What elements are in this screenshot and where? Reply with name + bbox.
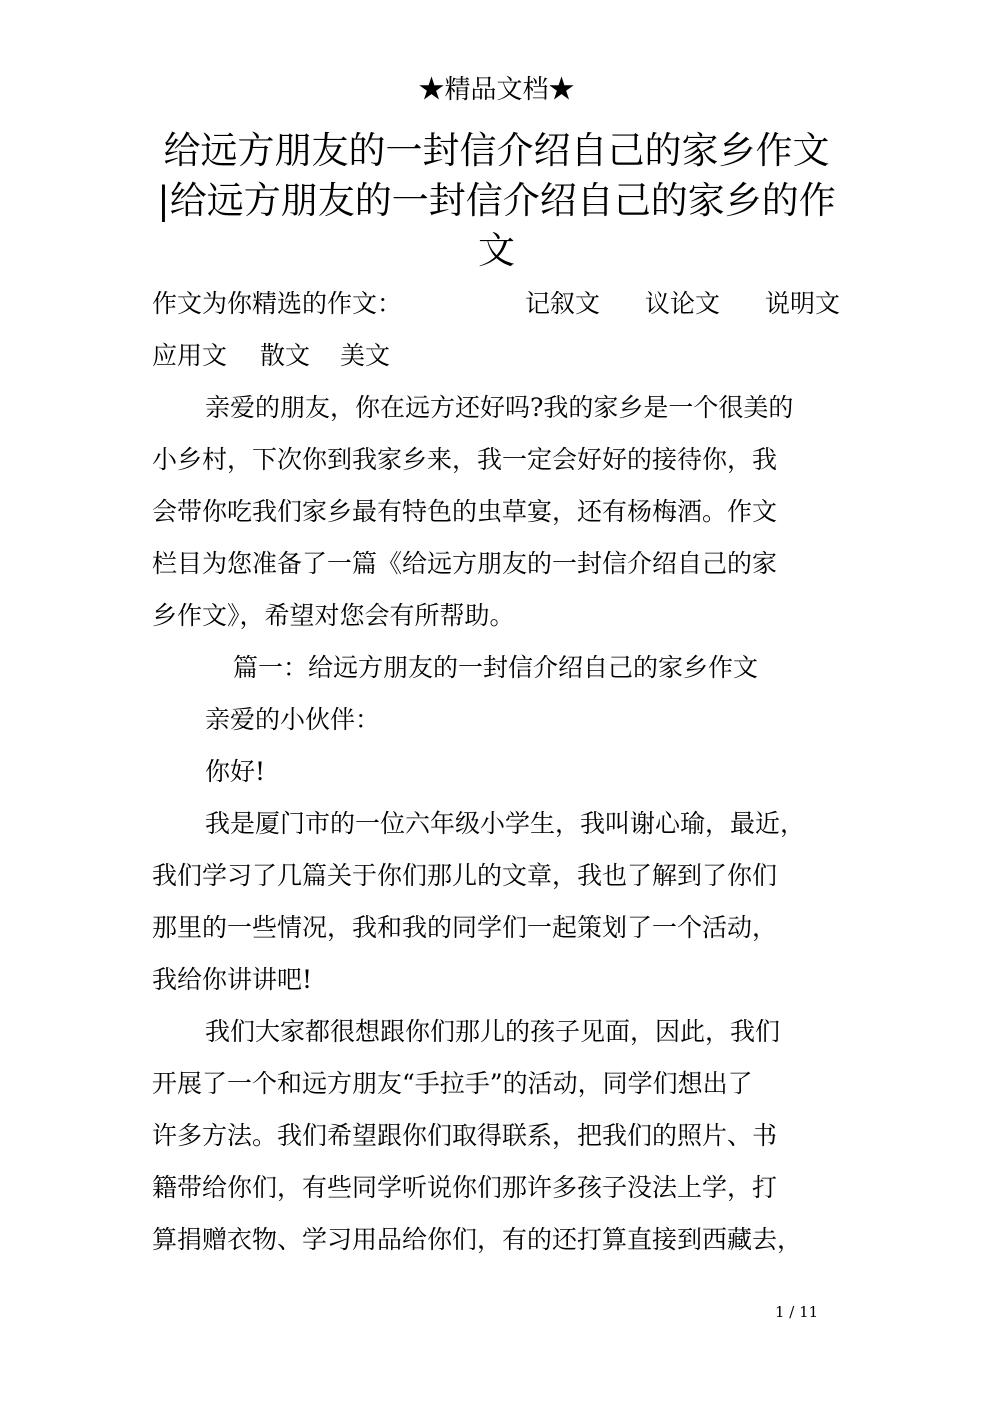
paragraph-line: 小乡村，下次你到我家乡来，我一定会好好的接待你，我 (152, 445, 778, 474)
title-line-2: |给远方朋友的一封信介绍自己的家乡的作 (157, 179, 836, 222)
category-link[interactable]: 应用文 (152, 341, 228, 370)
paragraph-line: 我们学习了几篇关于你们那儿的文章，我也了解到了你们 (152, 861, 778, 890)
document-header: ★精品文档★ (418, 75, 575, 105)
category-link[interactable]: 说明文 (765, 289, 841, 318)
paragraph-line: 开展了一个和远方朋友“手拉手”的活动，同学们想出了 (152, 1069, 753, 1098)
paragraph-line: 栏目为您准备了一篇《给远方朋友的一封信介绍自己的家 (152, 549, 778, 578)
category-link[interactable]: 议论文 (645, 289, 721, 318)
title-line-3: 文 (478, 229, 515, 272)
greeting: 你好! (205, 757, 266, 786)
category-link[interactable]: 记叙文 (525, 289, 601, 318)
paragraph-line: 会带你吃我们家乡最有特色的虫草宴，还有杨梅酒。作文 (152, 497, 778, 526)
paragraph-line: 我是厦门市的一位六年级小学生，我叫谢心瑜，最近， (205, 809, 806, 838)
section-heading: 篇一：给远方朋友的一封信介绍自己的家乡作文 (233, 653, 759, 682)
intro-label: 作文为你精选的作文： (152, 289, 403, 318)
salutation: 亲爱的小伙伴： (205, 705, 381, 734)
title-line-1: 给远方朋友的一封信介绍自己的家乡作文 (163, 129, 830, 172)
paragraph-line: 乡作文》，希望对您会有所帮助。 (152, 601, 515, 630)
category-link[interactable]: 美文 (340, 341, 391, 370)
paragraph-line: 籍带给你们，有些同学听说你们那许多孩子没法上学，打 (152, 1173, 778, 1202)
page-number: 1 / 11 (775, 1303, 819, 1321)
paragraph-line: 那里的一些情况，我和我的同学们一起策划了一个活动， (152, 913, 778, 942)
paragraph-line: 算捐赠衣物、学习用品给你们，有的还打算直接到西藏去， (152, 1225, 803, 1254)
paragraph-line: 亲爱的朋友，你在远方还好吗?我的家乡是一个很美的 (205, 393, 794, 422)
paragraph-line: 我给你讲讲吧! (152, 965, 313, 994)
category-link[interactable]: 散文 (260, 341, 311, 370)
paragraph-line: 我们大家都很想跟你们那儿的孩子见面，因此，我们 (205, 1017, 781, 1046)
paragraph-line: 许多方法。我们希望跟你们取得联系，把我们的照片、书 (152, 1121, 778, 1150)
